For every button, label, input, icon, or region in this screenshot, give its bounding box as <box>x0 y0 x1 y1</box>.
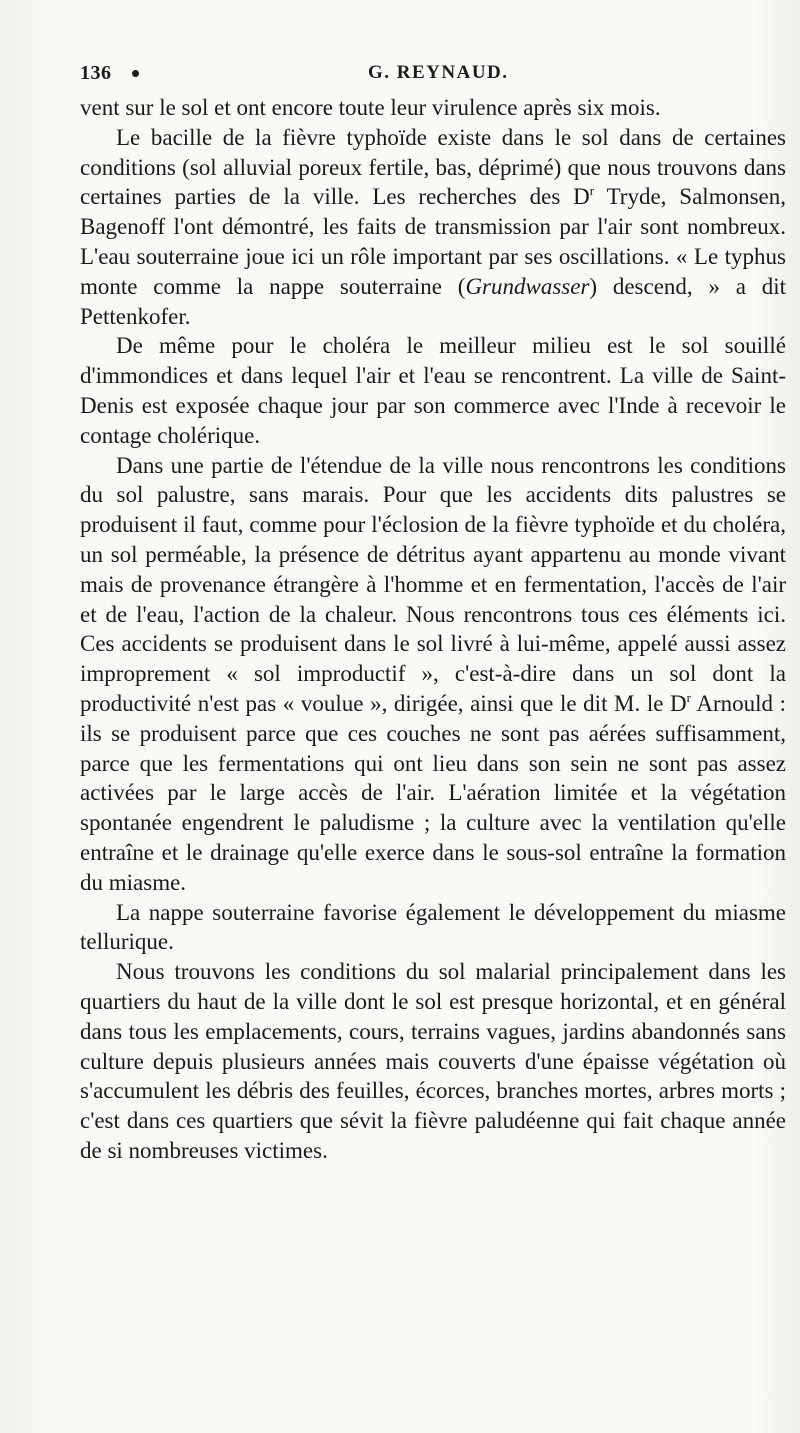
text-segment: Dans une partie de l'étendue de la ville nous rencontrons les conditions du sol palustre, sans marais. Pour que les accidents dits palustres se produisent il faut, comme pour l'éclosion de la fièvre typhoïde et du choléra, un sol perméable, la présence de détritus ayant appartenu au monde vivant mais de provenance étrangère à l'homme et en fermentation, l'accès de l'air et de l'eau, l'action de la chaleur. Nous rencontrons tous ces éléments ici. Ces accidents se produisent dans le sol livré à lui-même, appelé aussi assez improprement « sol improductif », c'est-à-dire dans un sol dont la productivité n'est pas « voulue », dirigée, ainsi que le dit M. le D <box>80 452 786 716</box>
paragraph-p4 <box>80 451 786 898</box>
text-segment: La nappe souterraine favorise également le développement du miasme tellurique. <box>80 899 786 955</box>
text-segment: De même pour le choléra le meilleur milieu est le sol souillé d'immondices et dans lequel l'air et l'eau se rencontrent. La ville de Saint-Denis est exposée chaque jour par son commerce avec l'Inde à recevoir le contage cholérique. <box>80 333 786 448</box>
paragraph-p3 <box>80 331 786 450</box>
paragraph-p5 <box>80 898 786 958</box>
bullet-ornament <box>132 70 139 77</box>
text-segment: Nous trouvons les conditions du sol malarial principalement dans les quartiers du haut de la ville dont le sol est presque horizontal, et en général dans tous les emplacements, cours, terrains vagues, jardins abandonnés sans culture depuis plusieurs années mais couverts d'une épaisse végétation où s'accumulent les débris des feuilles, écorces, branches mortes, arbres morts ; c'est dans ces quartiers que sévit la fièvre paludéenne qui fait chaque année de si nombreuses victimes. <box>80 959 786 1163</box>
page-number: 136 <box>80 62 112 84</box>
italic-term: Grundwasser <box>465 273 590 299</box>
running-head: G. REYNAUD. <box>368 62 509 83</box>
text-segment: Arnould : ils se produisent parce que ces couches ne sont pas aérées suffisamment, parce que les fermentations qui ont lieu dans son sein ne sont pas assez activées par le large accès de l'air. L'aération limitée et la végétation spontanée engendrent le paludisme ; la culture avec la ventilation qu'elle entraîne et le drainage qu'elle exerce dans le sous-sol entraîne la formation du miasme. <box>80 690 786 895</box>
paragraph-p1 <box>80 93 786 123</box>
text-segment: Le bacille de la fièvre typhoïde existe dans le sol dans de certaines conditions (sol alluvial poreux fertile, bas, déprimé) que nous trouvons dans certaines parties de la ville. Les recherches des D <box>80 124 786 210</box>
text-segment: Tryde, Salmonsen, Bagenoff l'ont démontré, les faits de transmission par l'air sont nombreux. L'eau souterraine joue ici un rôle important par ses oscillations. « Le typhus monte comme la nappe souterraine ( <box>80 184 786 299</box>
page-header <box>80 62 780 86</box>
text-segment: vent sur le sol et ont encore toute leur virulence après six mois. <box>80 95 661 120</box>
paragraph-p6 <box>80 957 786 1166</box>
body-text <box>80 93 786 1166</box>
superscript: r <box>589 183 595 199</box>
text-segment: ) descend, » a dit Pettenkofer. <box>80 273 786 329</box>
paragraph-p2 <box>80 123 786 332</box>
superscript: r <box>686 689 692 705</box>
